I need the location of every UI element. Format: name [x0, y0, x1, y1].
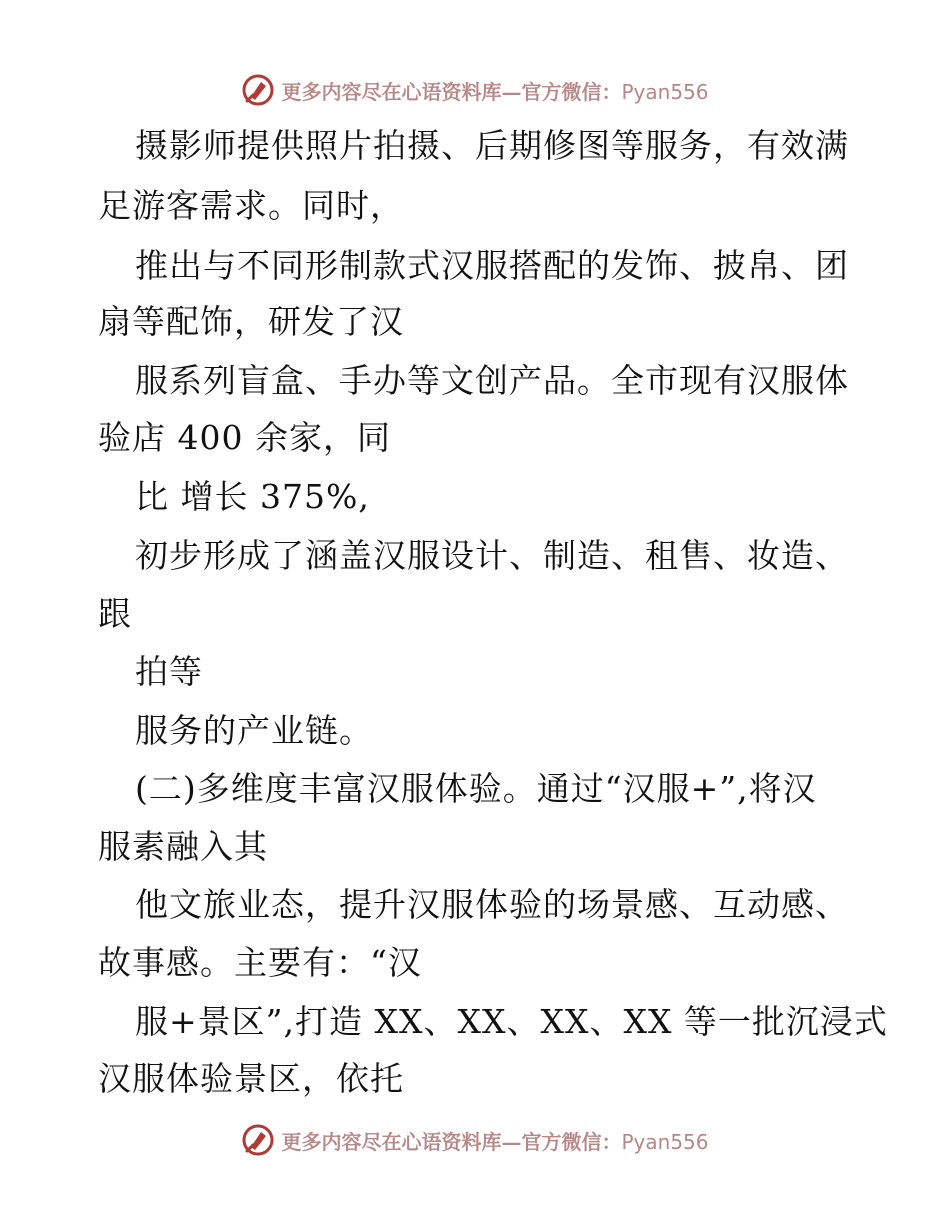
text-line: 服务的产业链。	[135, 711, 373, 750]
text-line: 足游客需求。同时，	[98, 186, 404, 225]
footer-banner	[0, 1118, 950, 1162]
text-line: 跟	[98, 594, 132, 633]
text-line: 推出与不同形制款式汉服搭配的发饰、披帛、团	[135, 246, 849, 285]
text-line: 比 增长 375%,	[135, 477, 370, 516]
text-line: 初步形成了涵盖汉服设计、制造、租售、妆造、	[135, 536, 849, 575]
text-line: 故事感。主要有：“汉	[98, 943, 422, 982]
header-banner-id: Pyan556	[621, 79, 709, 104]
text-line: 扇等配饰，研发了汉	[98, 302, 404, 341]
pen-nib-icon	[241, 1123, 275, 1157]
text-line: (二)多维度丰富汉服体验。通过“汉服+”,将汉	[135, 769, 817, 808]
text-line: 他文旅业态，提升汉服体验的场景感、互动感、	[135, 885, 849, 924]
header-banner-text: 更多内容尽在心语资料库—官方微信：Pyan556	[281, 79, 709, 104]
text-line: 摄影师提供照片拍摄、后期修图等服务，有效满	[135, 126, 849, 165]
footer-banner-id: Pyan556	[621, 1129, 709, 1154]
text-line: 服系列盲盒、手办等文创产品。全市现有汉服体	[135, 361, 849, 400]
footer-banner-text: 更多内容尽在心语资料库—官方微信：Pyan556	[281, 1129, 709, 1154]
text-line: 服+景区”,打造 XX、XX、XX、XX 等一批沉浸式	[135, 1002, 888, 1041]
text-line: 验店 400 余家，同	[98, 418, 391, 457]
text-line: 汉服体验景区，依托	[98, 1059, 404, 1098]
text-line: 服素融入其	[98, 827, 268, 866]
text-line: 拍等	[135, 652, 203, 691]
